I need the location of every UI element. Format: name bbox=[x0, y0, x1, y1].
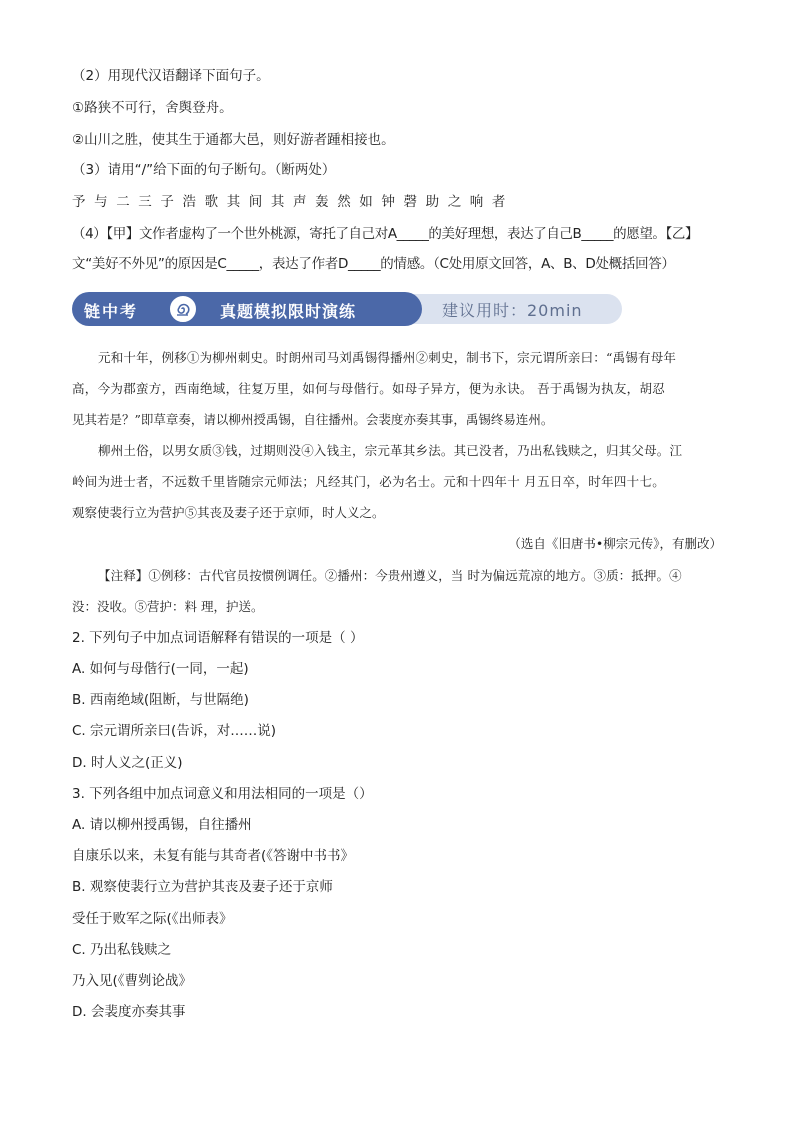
mc-question-3-option-b-line-1: B. 观察使裴行立为营护其丧及妻子还于京师 bbox=[72, 879, 333, 895]
mc-question-2-option-b: B. 西南绝域(阻断，与世隔绝) bbox=[72, 692, 249, 708]
annotation-line-1: 【注释】①例移：古代官员按惯例调任。②播州：今贵州遵义，当 时为偏远荒凉的地方。③质：抵押。④ bbox=[98, 568, 682, 583]
question-2-heading: （2）用现代汉语翻译下面句子。 bbox=[72, 68, 270, 84]
spiral-logo-icon bbox=[168, 294, 198, 324]
mc-question-2-stem: 2. 下列句子中加点词语解释有错误的一项是（ ） bbox=[72, 630, 364, 646]
banner-label-exam-link: 链中考 bbox=[84, 302, 139, 321]
mc-question-3-option-c-line-1: C. 乃出私钱赎之 bbox=[72, 942, 172, 958]
banner-label-practice: 真题模拟限时演练 bbox=[220, 302, 357, 321]
passage-p2-line-2: 岭间为进士者，不远数千里皆随宗元师法；凡经其门，必为名士。元和十四年十 月五日卒，时年四十七。 bbox=[72, 474, 666, 489]
mc-question-3-option-b-line-2: 受任于败军之际(《出师表》 bbox=[72, 911, 233, 927]
mc-question-2-option-a: A. 如何与母偕行(一同，一起) bbox=[72, 661, 249, 677]
question-4-line-2: 文“美好不外见”的原因是C_____，表达了作者D_____的情感。（C处用原文回答，A、B、D处概括回答） bbox=[72, 256, 675, 272]
mc-question-3-option-a-line-2: 自康乐以来，未复有能与其奇者(《答谢中书书》 bbox=[72, 848, 355, 864]
passage-p1-line-2: 高，今为郡蛮方，西南绝域，往复万里，如何与母偕行。如母子异方，便为永诀。 吾于禹锡为执友，胡忍 bbox=[72, 381, 666, 396]
banner-label-suggested-time: 建议用时：20min bbox=[442, 301, 583, 320]
question-3-heading: （3）请用“/”给下面的句子断句。（断两处） bbox=[72, 162, 336, 178]
mc-question-2-option-d: D. 时人义之(正义) bbox=[72, 755, 183, 771]
mc-question-3-stem: 3. 下列各组中加点词意义和用法相同的一项是（） bbox=[72, 786, 373, 802]
passage-p1-line-3: 见其若是？”即草章奏，请以柳州授禹锡，自往播州。会裴度亦奏其事，禹锡终易连州。 bbox=[72, 412, 554, 427]
mc-question-3-option-d-line-1: D. 会裴度亦奏其事 bbox=[72, 1004, 186, 1020]
passage-p2-line-3: 观察使裴行立为营护⑤其丧及妻子还于京师，时人义之。 bbox=[72, 505, 385, 520]
passage-source: （选自《旧唐书•柳宗元传》，有删改） bbox=[508, 536, 722, 551]
translate-sentence-2: ②山川之胜，使其生于通都大邑，则好游者踵相接也。 bbox=[72, 132, 395, 148]
passage-p2-line-1: 柳州土俗，以男女质③钱，过期则没④入钱主，宗元革其乡法。其已没者，乃出私钱赎之，归其父母。江 bbox=[98, 443, 683, 458]
passage-p1-line-1: 元和十年，例移①为柳州刺史。时朗州司马刘禹锡得播州②刺史，制书下，宗元谓所亲曰：“禹锡有母年 bbox=[98, 350, 677, 365]
section-banner bbox=[72, 292, 622, 326]
translate-sentence-1: ①路狭不可行，舍舆登舟。 bbox=[72, 100, 233, 116]
punctuation-sentence: 予与二三子浩歌其间其声轰然如钟磬助之响者 bbox=[72, 194, 514, 210]
mc-question-2-option-c: C. 宗元谓所亲曰(告诉，对……说) bbox=[72, 723, 277, 739]
mc-question-3-option-c-line-2: 乃入见(《曹刿论战》 bbox=[72, 973, 193, 989]
annotation-line-2: 没：没收。⑤营护：料 理，护送。 bbox=[72, 599, 264, 614]
mc-question-3-option-a-line-1: A. 请以柳州授禹锡，自往播州 bbox=[72, 817, 252, 833]
question-4-line-1: （4）【甲】文作者虚构了一个世外桃源，寄托了自己对A_____的美好理想，表达了自己B_____的愿望。【乙】 bbox=[72, 226, 699, 242]
